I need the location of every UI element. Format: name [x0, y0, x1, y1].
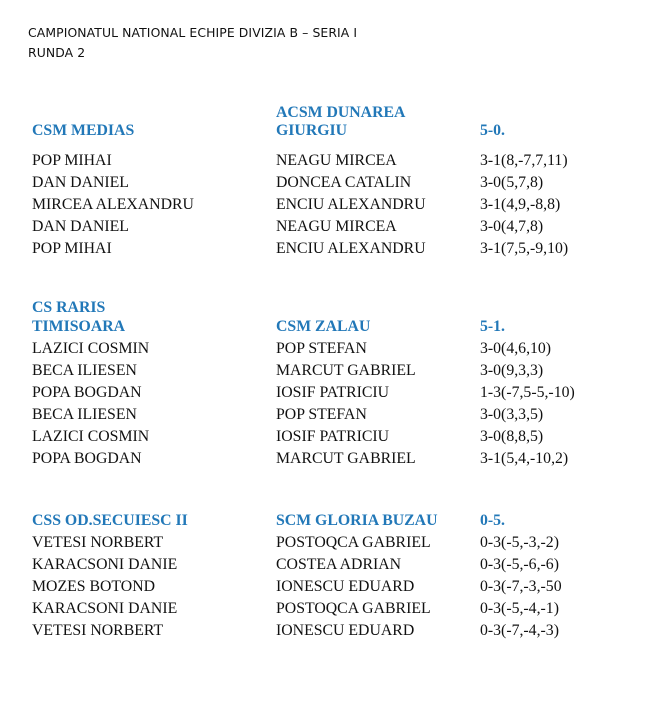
away-player: MARCUT GABRIEL [276, 450, 416, 467]
away-player: MARCUT GABRIEL [276, 362, 416, 379]
away-team-name: CSM ZALAU [276, 318, 371, 335]
game-row [0, 194, 649, 216]
game-result: 0-3(-7,-3,-50 [480, 578, 562, 595]
match-score: 5-0. [480, 122, 506, 139]
game-row [0, 172, 649, 194]
away-player: IOSIF PATRICIU [276, 384, 390, 401]
game-row [0, 150, 649, 172]
away-player: ENCIU ALEXANDRU [276, 240, 426, 257]
round-label: RUNDA 2 [28, 45, 86, 60]
home-player: POP MIHAI [32, 152, 112, 169]
away-player: POSTOQCA GABRIEL [276, 600, 431, 617]
game-row [0, 620, 649, 642]
away-player: DONCEA CATALIN [276, 174, 412, 191]
game-row [0, 426, 649, 448]
game-row [0, 360, 649, 382]
game-result: 3-1(5,4,-10,2) [480, 450, 569, 467]
away-player: ENCIU ALEXANDRU [276, 196, 426, 213]
game-row [0, 338, 649, 360]
game-result: 0-3(-5,-6,-6) [480, 556, 559, 573]
game-result: 3-0(3,3,5) [480, 406, 544, 423]
game-result: 0-3(-5,-4,-1) [480, 600, 559, 617]
game-row [0, 238, 649, 260]
away-player: IONESCU EDUARD [276, 578, 415, 595]
home-player: POP MIHAI [32, 240, 112, 257]
home-player: MIRCEA ALEXANDRU [32, 196, 194, 213]
game-result: 1-3(-7,5-5,-10) [480, 384, 575, 401]
away-player: NEAGU MIRCEA [276, 218, 397, 235]
home-team-name: CSM MEDIAS [32, 122, 135, 139]
home-player: MOZES BOTOND [32, 578, 156, 595]
game-result: 3-1(8,-7,7,11) [480, 152, 568, 169]
document-title: CAMPIONATUL NATIONAL ECHIPE DIVIZIA B – SERIA I [28, 25, 358, 40]
game-row [0, 576, 649, 598]
game-row [0, 382, 649, 404]
away-team-name-line2: GIURGIU [276, 122, 348, 139]
game-result: 0-3(-5,-3,-2) [480, 534, 559, 551]
game-result: 3-1(7,5,-9,10) [480, 240, 569, 257]
home-player: KARACSONI DANIE [32, 556, 178, 573]
away-team-name: ACSM DUNAREA [276, 104, 406, 121]
home-player: VETESI NORBERT [32, 622, 164, 639]
game-result: 3-0(9,3,3) [480, 362, 544, 379]
away-player: IOSIF PATRICIU [276, 428, 390, 445]
match-score: 0-5. [480, 512, 506, 529]
home-team-name: CSS OD.SECUIESC II [32, 512, 188, 529]
home-player: POPA BOGDAN [32, 450, 142, 467]
game-result: 3-1(4,9,-8,8) [480, 196, 561, 213]
game-row [0, 216, 649, 238]
game-row [0, 598, 649, 620]
away-player: POP STEFAN [276, 340, 367, 357]
game-row [0, 448, 649, 470]
home-player: DAN DANIEL [32, 174, 129, 191]
home-player: BECA ILIESEN [32, 406, 137, 423]
away-player: POP STEFAN [276, 406, 367, 423]
game-result: 3-0(4,6,10) [480, 340, 552, 357]
away-player: IONESCU EDUARD [276, 622, 415, 639]
match-score: 5-1. [480, 318, 506, 335]
home-player: VETESI NORBERT [32, 534, 164, 551]
home-player: LAZICI COSMIN [32, 340, 150, 357]
home-team-name-line2: TIMISOARA [32, 318, 126, 335]
away-team-name: SCM GLORIA BUZAU [276, 512, 438, 529]
away-player: NEAGU MIRCEA [276, 152, 397, 169]
game-row [0, 532, 649, 554]
home-player: BECA ILIESEN [32, 362, 137, 379]
home-player: DAN DANIEL [32, 218, 129, 235]
game-row [0, 554, 649, 576]
home-player: POPA BOGDAN [32, 384, 142, 401]
away-player: COSTEA ADRIAN [276, 556, 402, 573]
game-result: 0-3(-7,-4,-3) [480, 622, 559, 639]
home-player: LAZICI COSMIN [32, 428, 150, 445]
away-player: POSTOQCA GABRIEL [276, 534, 431, 551]
home-player: KARACSONI DANIE [32, 600, 178, 617]
game-row [0, 404, 649, 426]
home-team-name: CS RARIS [32, 299, 106, 316]
game-result: 3-0(4,7,8) [480, 218, 544, 235]
game-result: 3-0(5,7,8) [480, 174, 544, 191]
game-result: 3-0(8,8,5) [480, 428, 544, 445]
